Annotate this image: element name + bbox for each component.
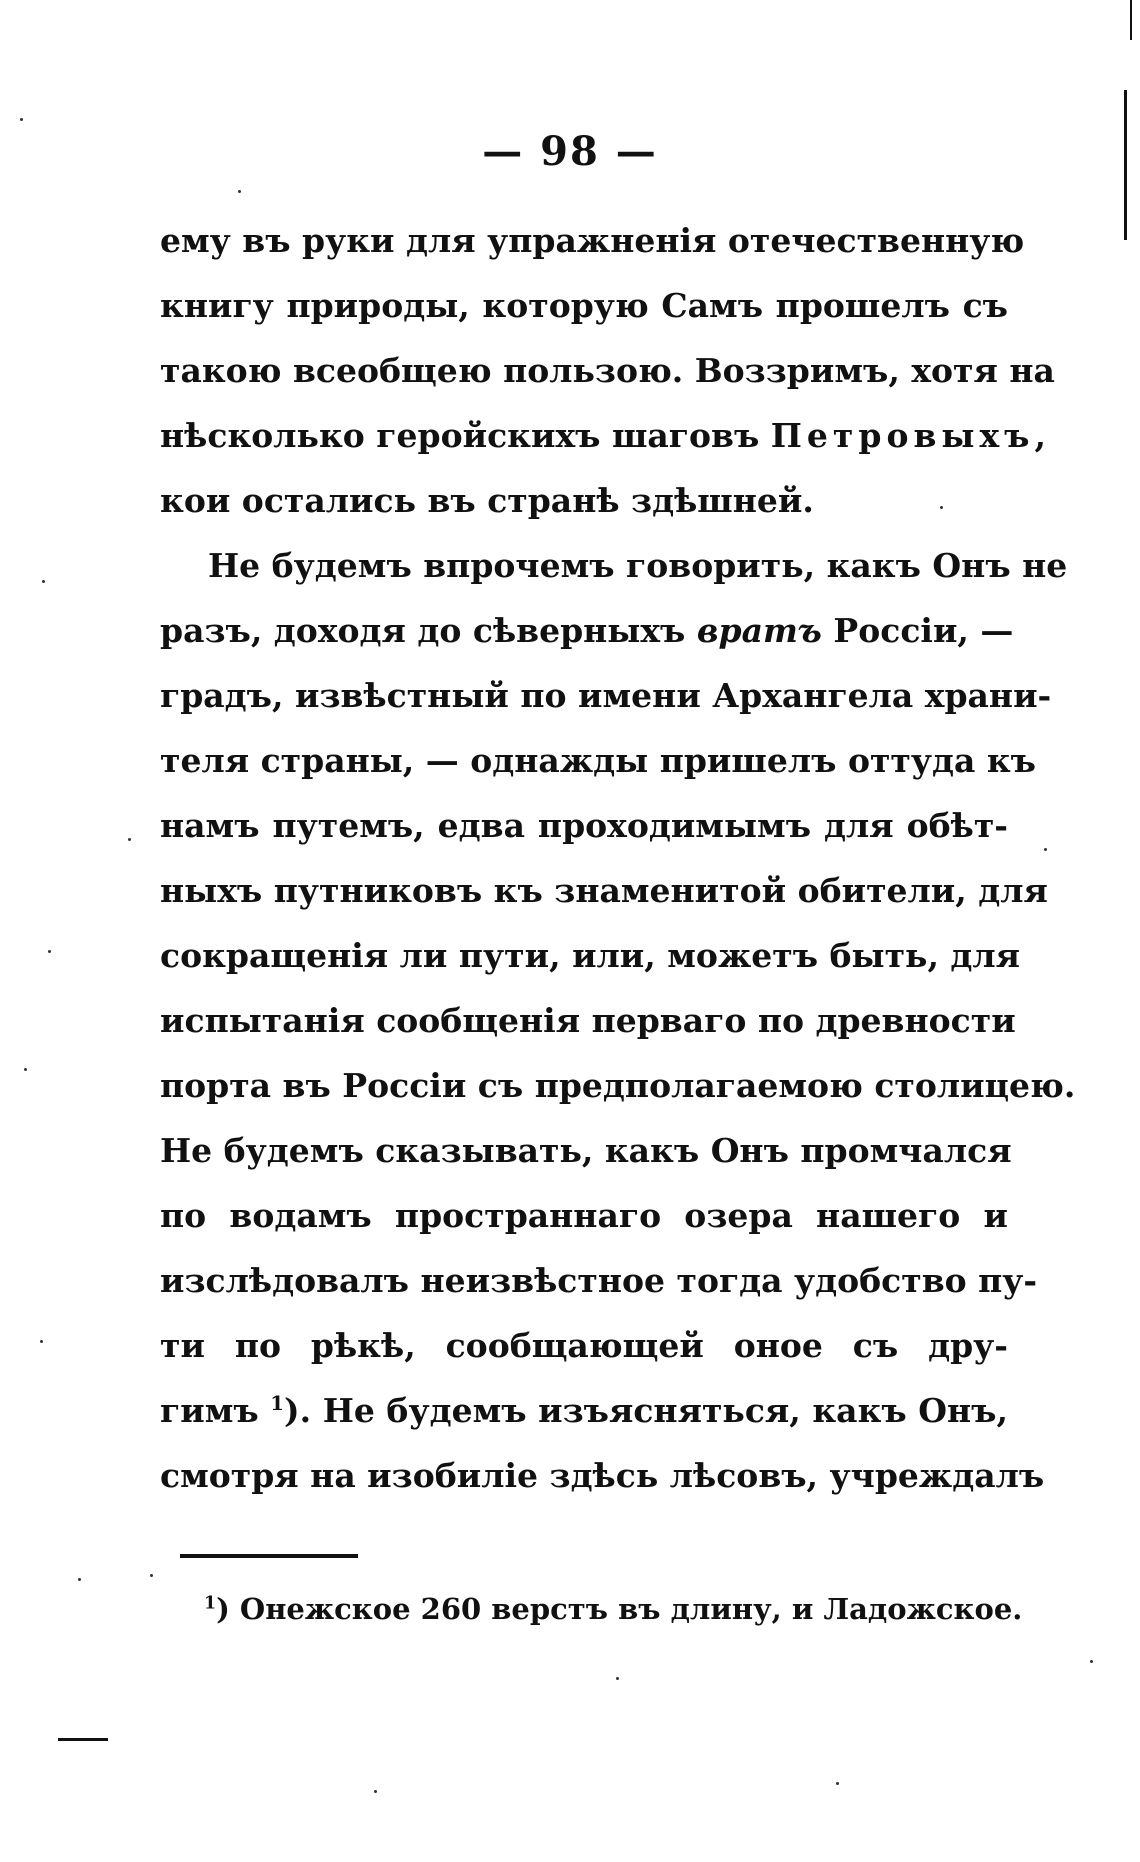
emphasized-name: Петровыхъ xyxy=(770,416,1035,455)
page-number: — 98 — xyxy=(482,128,658,175)
scan-speck xyxy=(78,1578,81,1581)
text-line xyxy=(160,403,1046,468)
text-line: изслѣдовалъ неизвѣстное тогда удобство пу- xyxy=(160,1261,1038,1300)
text-segment: Россіи, — xyxy=(821,611,1014,650)
scan-speck xyxy=(616,1677,619,1680)
scan-speck xyxy=(42,580,45,583)
text-line: по водамъ пространнаго озера нашего и xyxy=(160,1196,1008,1235)
text-line xyxy=(160,598,1014,663)
text-segment: разъ, доходя до сѣверныхъ xyxy=(160,611,697,650)
scan-speck xyxy=(48,950,51,953)
scan-speck xyxy=(20,118,23,121)
text-line: намъ путемъ, едва проходимымъ для обѣт- xyxy=(160,806,1008,845)
footnote-reference: 1 xyxy=(270,1391,285,1415)
text-segment: ). Не будемъ изъясняться, какъ Онъ, xyxy=(284,1391,1008,1430)
scan-speck xyxy=(1090,1660,1093,1663)
text-segment: , xyxy=(1034,416,1046,455)
scan-edge-line xyxy=(1130,0,1132,40)
text-line: ему въ руки для упражненія отечественную xyxy=(160,221,1025,260)
text-line: книгу природы, которую Самъ прошелъ съ xyxy=(160,286,1008,325)
text-line: ныхъ путниковъ къ знаменитой обители, для xyxy=(160,871,1048,910)
text-line: испытанія сообщенія перваго по древности xyxy=(160,1001,1016,1040)
scan-speck xyxy=(836,1782,839,1785)
scan-speck xyxy=(374,1790,377,1793)
text-line: Не будемъ сказывать, какъ Онъ промчался xyxy=(160,1131,1012,1170)
text-line: порта въ Россіи съ предполагаемою столицею. xyxy=(160,1066,1076,1105)
text-line: градъ, извѣстный по имени Архангела храни- xyxy=(160,676,1052,715)
text-line: кои остались въ странѣ здѣшней. xyxy=(160,481,814,520)
scan-speck xyxy=(1044,848,1047,851)
scan-speck xyxy=(940,506,943,509)
footnote-text: ) Онежское 260 верстъ въ длину, и Ладожское. xyxy=(216,1592,1023,1626)
text-line: Не будемъ впрочемъ говорить, какъ Онъ не xyxy=(208,546,1068,585)
scan-smudge xyxy=(58,1738,108,1741)
scan-speck xyxy=(40,1340,43,1343)
italic-word: вратъ xyxy=(696,611,822,650)
text-line: смотря на изобиліе здѣсь лѣсовъ, учреждалъ xyxy=(160,1456,1045,1495)
scan-speck xyxy=(128,838,131,841)
scan-edge-line xyxy=(1124,90,1127,240)
text-line: сокращенія ли пути, или, можетъ быть, для xyxy=(160,936,1021,975)
text-line: ти по рѣкѣ, сообщающей оное съ дру- xyxy=(160,1326,1008,1365)
text-line: такою всеобщею пользою. Воззримъ, хотя на xyxy=(160,351,1055,390)
scan-speck xyxy=(24,1068,27,1071)
body-text xyxy=(160,208,1076,1508)
text-segment: нѣсколько геройскихъ шаговъ xyxy=(160,416,771,455)
footnote xyxy=(204,1592,1022,1626)
footnote-marker: 1 xyxy=(204,1593,217,1614)
scan-speck xyxy=(150,1574,153,1577)
text-segment: гимъ xyxy=(160,1391,271,1430)
text-line: теля страны, — однажды пришелъ оттуда къ xyxy=(160,741,1036,780)
text-line xyxy=(160,1378,1008,1443)
footnote-separator xyxy=(180,1554,358,1558)
scan-speck xyxy=(238,190,241,193)
